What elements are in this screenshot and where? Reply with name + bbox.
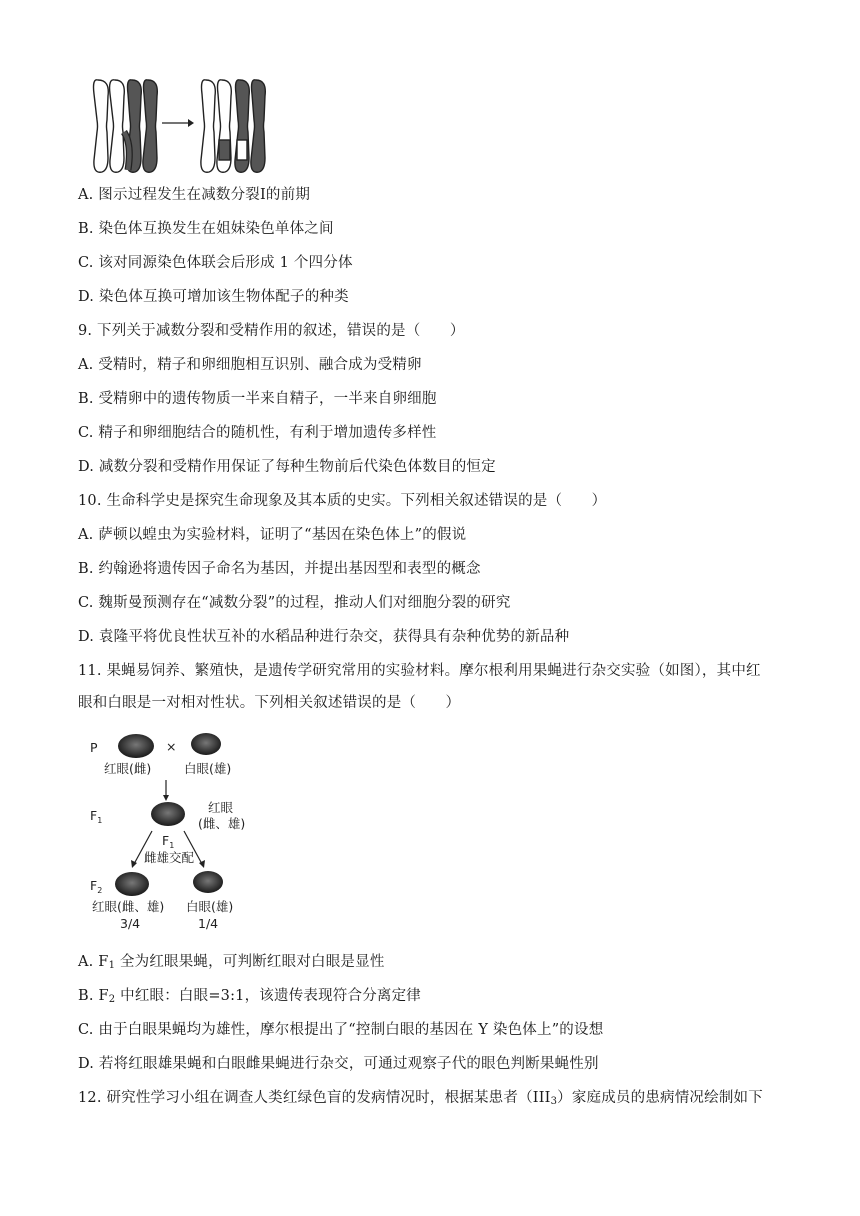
q11-stem-line1: 11. 果蝇易饲养、繁殖快，是遗传学研究常用的实验材料。摩尔根利用果蝇进行杂交实验（如图），其中红 <box>78 663 761 679</box>
q11-option-d: D. 若将红眼雄果蝇和白眼雌果蝇进行杂交，可通过观察子代的眼色判断果蝇性别 <box>78 1056 599 1072</box>
red-eye-female-fly <box>118 734 154 758</box>
f1-phenotype-sex: (雌、雄) <box>198 816 246 831</box>
f2-red-eye-label: 红眼(雌、雄) <box>92 899 165 914</box>
white-eye-male-label: 白眼(雄) <box>184 761 232 776</box>
q8-option-a: A. 图示过程发生在减数分裂Ⅰ的前期 <box>78 187 311 203</box>
f1-phenotype-label: 红眼 <box>208 800 234 815</box>
q11-stem-line2: 眼和白眼是一对相对性状。下列相关叙述错误的是（ ） <box>78 695 461 711</box>
q8-option-d: D. 染色体互换可增加该生物体配子的种类 <box>78 289 349 305</box>
f2-red-eye-ratio: 3/4 <box>120 916 141 931</box>
f1-fly <box>151 802 185 826</box>
q9-option-a: A. 受精时，精子和卵细胞相互识别、融合成为受精卵 <box>78 357 422 373</box>
q8-option-b: B. 染色体互换发生在姐妹染色单体之间 <box>78 221 334 237</box>
q9-option-c: C. 精子和卵细胞结合的随机性，有利于增加遗传多样性 <box>78 425 437 441</box>
chromosome-crossover-figure <box>88 74 268 178</box>
cross-symbol: × <box>166 739 177 754</box>
grey-chromatid <box>143 80 157 172</box>
q10-option-b: B. 约翰逊将遗传因子命名为基因，并提出基因型和表型的概念 <box>78 561 481 577</box>
q11-option-b: B. $F_2$ 中红眼：白眼=3:1，该遗传表现符合分离定律 <box>78 988 422 1005</box>
q10-stem: 10. 生命科学史是探究生命现象及其本质的史实。下列相关叙述错误的是（ ） <box>78 493 607 509</box>
f2-white-eye-label: 白眼(雄) <box>186 899 234 914</box>
f2-red-eye-fly <box>115 872 149 896</box>
q8-option-c: C. 该对同源染色体联会后形成 1 个四分体 <box>78 255 353 271</box>
f2-white-eye-ratio: 1/4 <box>198 916 219 931</box>
q10-option-d: D. 袁隆平将优良性状互补的水稻品种进行杂交，获得具有杂种优势的新品种 <box>78 629 570 645</box>
f2-generation-label: $F_2$ <box>90 878 103 895</box>
fruit-fly-cross-diagram <box>86 724 276 936</box>
q11-option-a: A. $F_1$ 全为红眼果蝇，可判断红眼对白眼是显性 <box>78 954 385 971</box>
red-eye-female-label: 红眼(雌) <box>104 761 152 776</box>
q12-stem: 12. 研究性学习小组在调查人类红绿色盲的发病情况时，根据某患者$(III_3)$家庭成员的患病情况绘制如下 <box>78 1090 763 1107</box>
f2-white-eye-fly <box>193 871 223 893</box>
q10-option-a: A. 萨顿以蝗虫为实验材料，证明了“基因在染色体上”的假说 <box>78 527 467 543</box>
f1-mating-label: $F_1$ <box>162 833 175 850</box>
q9-stem: 9. 下列关于减数分裂和受精作用的叙述，错误的是（ ） <box>78 323 465 339</box>
white-eye-male-fly <box>191 733 221 755</box>
f1-mating-text: 雌雄交配 <box>144 850 195 865</box>
white-chromatid <box>94 80 109 172</box>
q9-option-b: B. 受精卵中的遗传物质一半来自精子，一半来自卵细胞 <box>78 391 437 407</box>
white-chromatid <box>110 80 125 172</box>
q11-option-c: C. 由于白眼果蝇均为雄性，摩尔根提出了“控制白眼的基因在 Y 染色体上”的设想 <box>78 1022 604 1038</box>
f1-generation-label: $F_1$ <box>90 808 103 825</box>
q9-option-d: D. 减数分裂和受精作用保证了每种生物前后代染色体数目的恒定 <box>78 459 496 475</box>
q10-option-c: C. 魏斯曼预测存在“减数分裂”的过程，推动人们对细胞分裂的研究 <box>78 595 511 611</box>
p-generation-label: P <box>90 740 98 755</box>
